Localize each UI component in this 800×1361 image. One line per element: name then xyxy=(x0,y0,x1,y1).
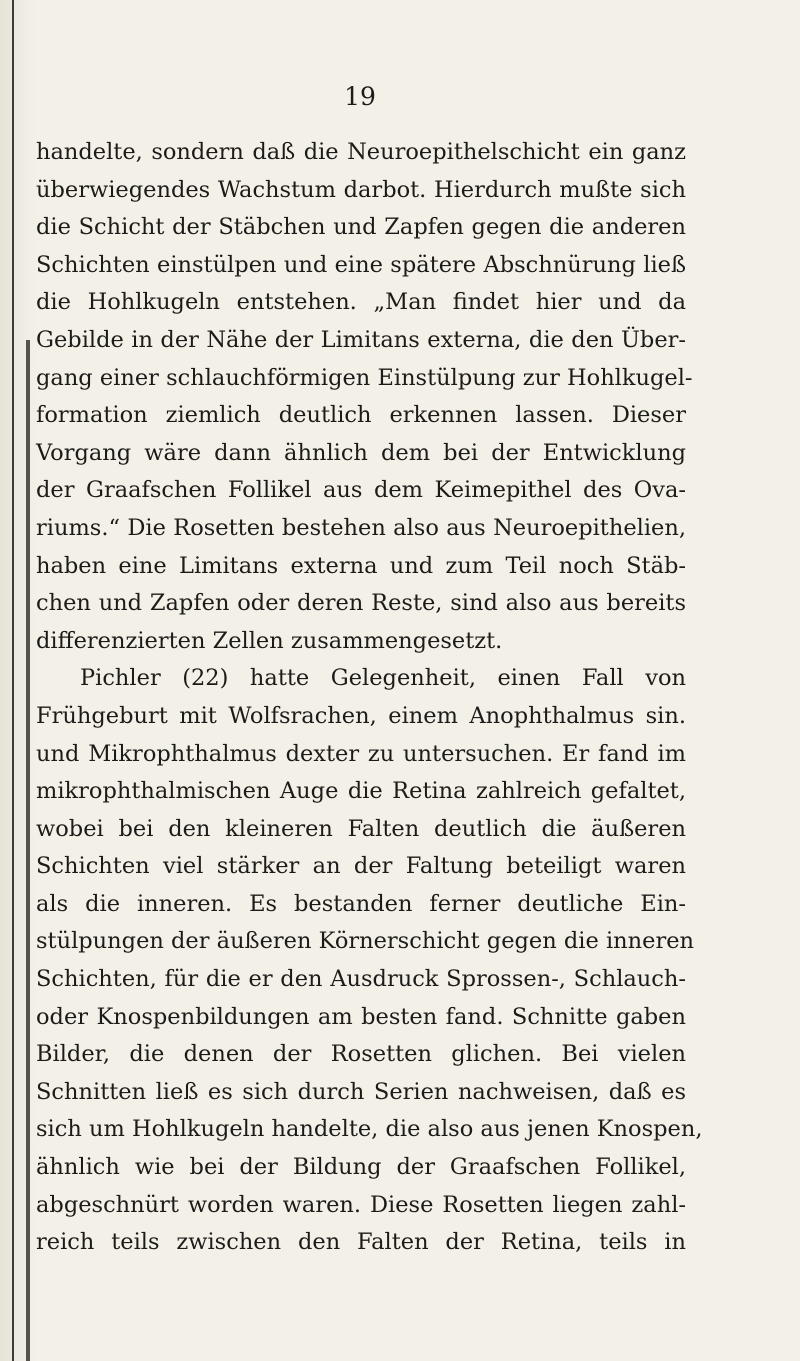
text-line: wobei bei den kleineren Falten deutlich die äußeren xyxy=(36,815,686,842)
text-line: chen und Zapfen oder deren Reste, sind also aus bereits xyxy=(36,590,686,617)
page-number: 19 xyxy=(344,82,376,111)
text-line: und Mikrophthalmus dexter zu untersuchen. Er fand im xyxy=(36,740,686,767)
body-text xyxy=(36,134,703,1262)
text-line: Gebilde in der Nähe der Limitans externa, die den Über- xyxy=(36,326,686,353)
text-line: reich teils zwischen den Falten der Retina, teils in xyxy=(36,1229,686,1256)
text-line: ähnlich wie bei der Bildung der Graafschen Follikel, xyxy=(36,1154,686,1181)
text-line-paragraph-start: Pichler (22) hatte Gelegenheit, einen Fall von xyxy=(80,665,686,692)
text-line: Vorgang wäre dann ähnlich dem bei der Entwicklung xyxy=(36,439,686,466)
text-line: der Graafschen Follikel aus dem Keimepithel des Ova- xyxy=(36,477,686,504)
text-line: Schichten einstülpen und eine spätere Abschnürung ließ xyxy=(36,251,686,278)
text-line: formation ziemlich deutlich erkennen lassen. Dieser xyxy=(36,402,686,429)
binding-edge-line-inner xyxy=(26,340,30,1361)
binding-gutter-shadow xyxy=(0,0,38,1361)
text-line: Schichten, für die er den Ausdruck Sprossen-, Schlauch- xyxy=(36,966,686,993)
text-line: mikrophthalmischen Auge die Retina zahlreich gefaltet, xyxy=(36,778,686,805)
text-line: oder Knospenbildungen am besten fand. Schnitte gaben xyxy=(36,1003,686,1030)
text-line: sich um Hohlkugeln handelte, die also aus jenen Knospen, xyxy=(36,1116,703,1143)
text-line: riums.“ Die Rosetten bestehen also aus Neuroepithelien, xyxy=(36,514,686,541)
text-line: stülpungen der äußeren Körnerschicht gegen die inneren xyxy=(36,928,695,955)
text-line: als die inneren. Es bestanden ferner deutliche Ein- xyxy=(36,890,686,917)
text-line: Schichten viel stärker an der Faltung beteiligt waren xyxy=(36,853,686,880)
text-line: die Schicht der Stäbchen und Zapfen gegen die anderen xyxy=(36,214,686,241)
text-line: abgeschnürt worden waren. Diese Rosetten liegen zahl- xyxy=(36,1191,686,1218)
text-line: haben eine Limitans externa und zum Teil noch Stäb- xyxy=(36,552,686,579)
text-line: gang einer schlauchförmigen Einstülpung zur Hohlkugel- xyxy=(36,364,693,391)
binding-edge-line xyxy=(12,0,14,1361)
text-line: Frühgeburt mit Wolfsrachen, einem Anophthalmus sin. xyxy=(36,702,686,729)
text-line: die Hohlkugeln entstehen. „Man findet hier und da xyxy=(36,289,686,316)
text-line: handelte, sondern daß die Neuroepithelschicht ein ganz xyxy=(36,139,686,165)
text-line: Schnitten ließ es sich durch Serien nachweisen, daß es xyxy=(36,1078,686,1105)
text-line: Bilder, die denen der Rosetten glichen. Bei vielen xyxy=(36,1041,686,1068)
text-line: überwiegendes Wachstum darbot. Hierdurch mußte sich xyxy=(36,176,686,203)
text-line: differenzierten Zellen zusammengesetzt. xyxy=(36,627,503,654)
